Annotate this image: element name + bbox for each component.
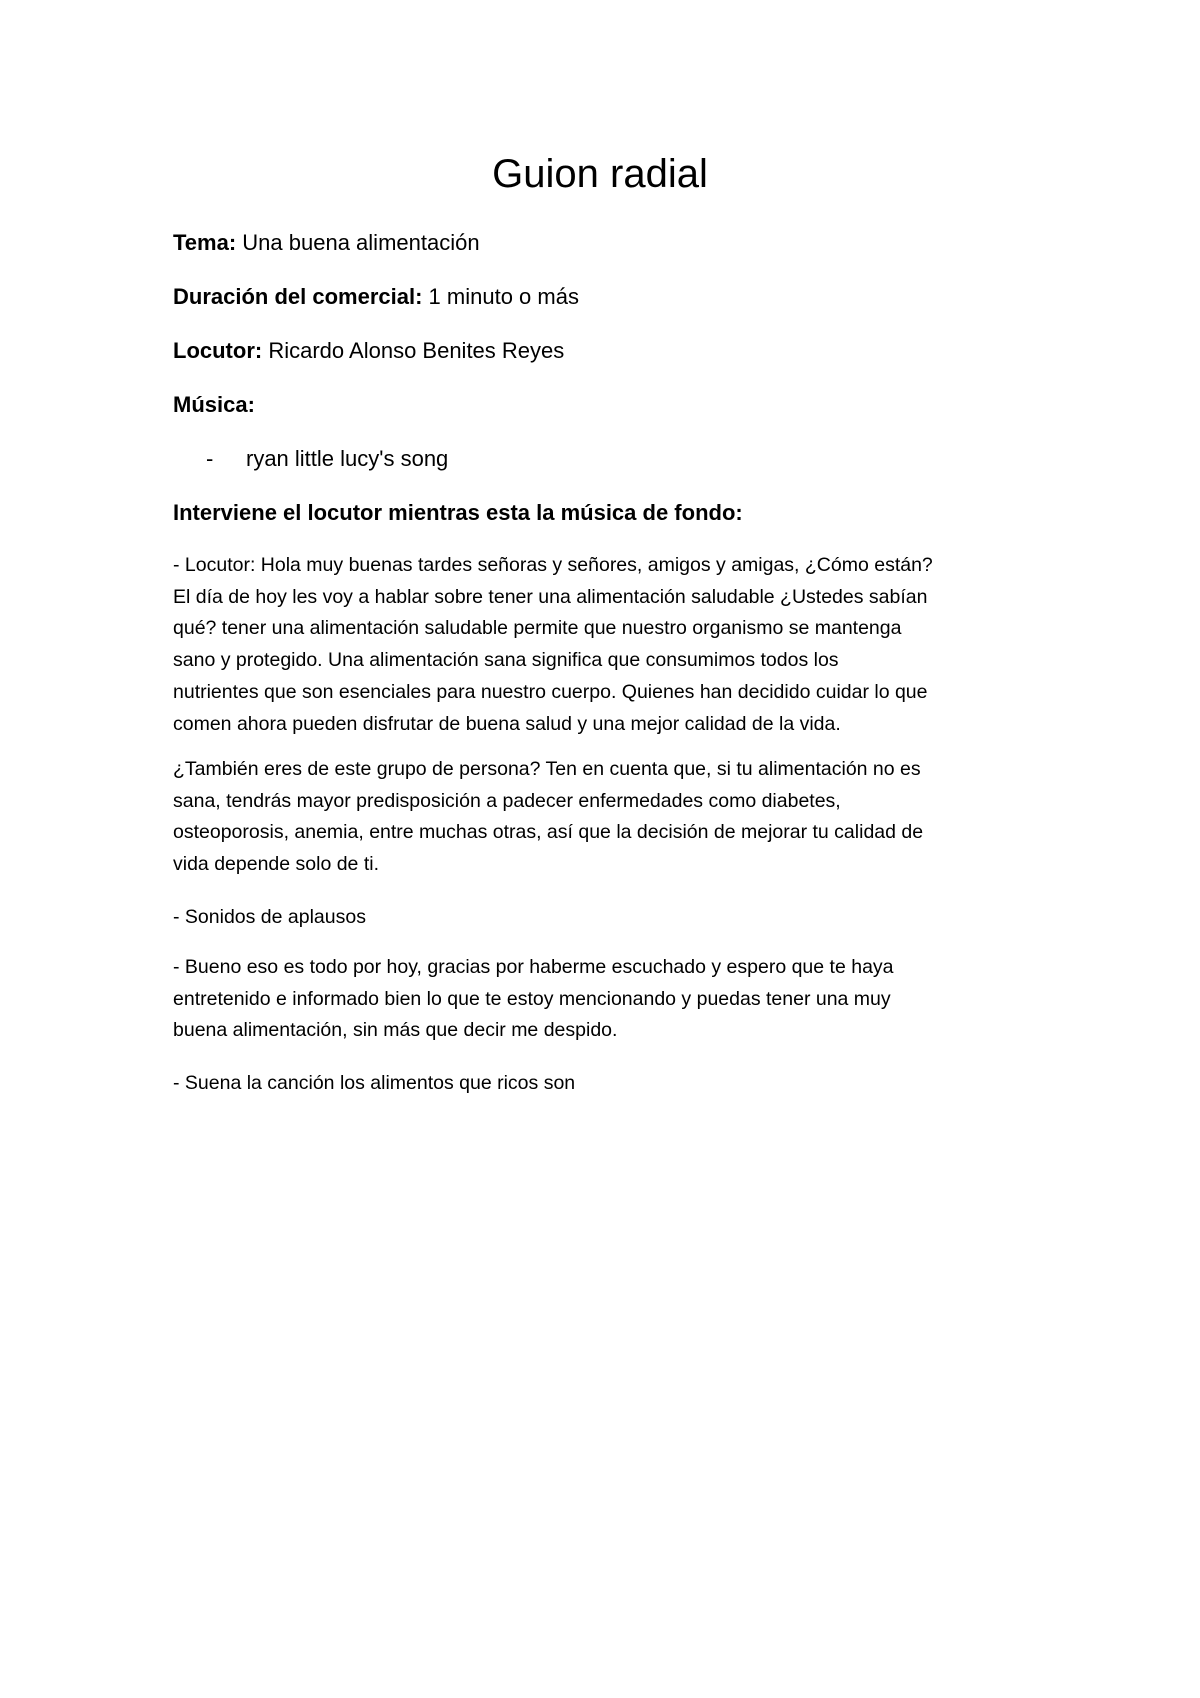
locutor-value: Ricardo Alonso Benites Reyes (268, 338, 565, 363)
paragraph-line: - Bueno eso es todo por hoy, gracias por haberme escuchado y espero que te haya (173, 956, 894, 978)
music-item: ryan little lucy's song (246, 446, 449, 471)
paragraph-line: vida depende solo de ti. (173, 853, 379, 876)
paragraph-line: comen ahora pueden disfrutar de buena salud y una mejor calidad de la vida. (173, 712, 841, 735)
paragraph-line: osteoporosis, anemia, entre muchas otras, así que la decisión de mejorar tu calidad de (173, 821, 924, 844)
paragraph-line: qué? tener una alimentación saludable permite que nuestro organismo se mantenga (173, 617, 902, 640)
paragraph-line: - Suena la canción los alimentos que ricos son (173, 1072, 576, 1094)
paragraph-5 (173, 1068, 1053, 1100)
paragraph-line: sana, tendrás mayor predisposición a padecer enfermedades como diabetes, (173, 789, 841, 812)
tema-label: Tema: (173, 230, 237, 255)
paragraph-line: entretenido e informado bien lo que te estoy mencionando y puedas tener una muy (173, 987, 891, 1010)
paragraph-line: - Sonidos de aplausos (173, 906, 366, 928)
duracion-label: Duración del comercial: (173, 284, 423, 309)
document-title: Guion radial (492, 152, 708, 196)
paragraph-line: - Locutor: Hola muy buenas tardes señoras y señores, amigos y amigas, ¿Cómo están? (173, 554, 933, 576)
paragraph-1 (173, 550, 1053, 740)
paragraph-line: buena alimentación, sin más que decir me despido. (173, 1019, 618, 1042)
locutor-line (173, 336, 564, 366)
list-bullet: - (206, 446, 214, 471)
paragraph-line: El día de hoy les voy a hablar sobre tener una alimentación saludable ¿Ustedes sabían (173, 585, 928, 608)
musica-label: Música: (173, 392, 255, 417)
paragraph-2 (173, 754, 1053, 881)
paragraph-line: ¿También eres de este grupo de persona? Ten en cuenta que, si tu alimentación no es (173, 758, 921, 780)
paragraph-3 (173, 902, 1053, 934)
duracion-value: 1 minuto o más (428, 284, 579, 309)
locutor-label: Locutor: (173, 338, 263, 363)
section-heading-line (173, 498, 743, 528)
paragraph-4 (173, 952, 1053, 1047)
section-heading: Interviene el locutor mientras esta la música de fondo: (173, 500, 743, 525)
tema-line (173, 228, 480, 258)
tema-value: Una buena alimentación (242, 230, 480, 255)
musica-line (173, 390, 255, 420)
paragraph-line: nutrientes que son esenciales para nuestro cuerpo. Quienes han decidido cuidar lo que (173, 680, 928, 703)
paragraph-line: sano y protegido. Una alimentación sana significa que consumimos todos los (173, 649, 839, 672)
duracion-line (173, 282, 579, 312)
